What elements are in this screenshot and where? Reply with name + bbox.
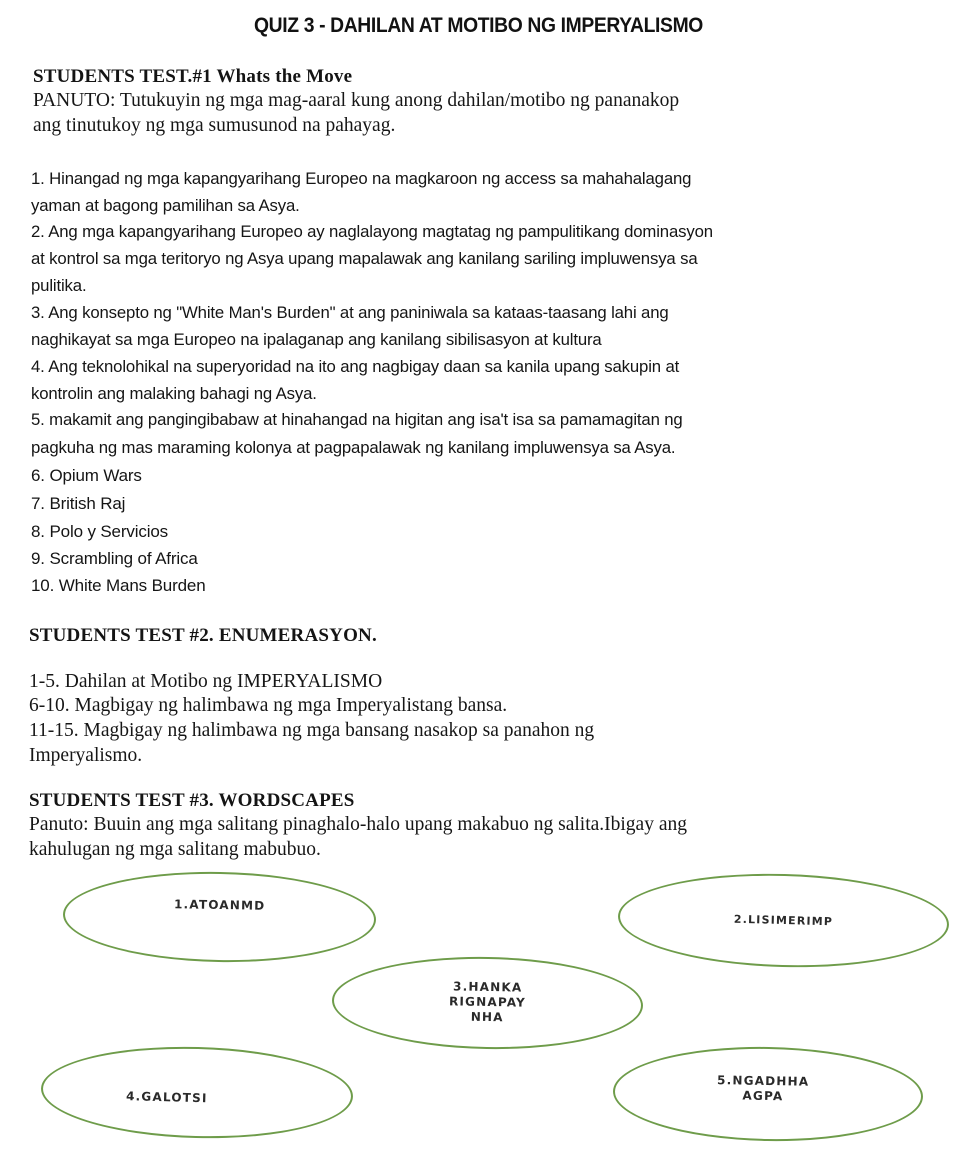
test3-heading: STUDENTS TEST #3. WORDSCAPES [29, 790, 355, 811]
test3-instruction-line: kahulugan ng mga salitang mabubuo. [29, 839, 321, 860]
test3-instruction-line: Panuto: Buuin ang mga salitang pinaghalo-halo upang makabuo ng salita.Ibigay ang [29, 814, 687, 835]
question-line: 10. White Mans Burden [31, 576, 206, 595]
scrambled-word: 3.HANKA RIGNAPAY NHA [448, 978, 527, 1024]
question-line: pulitika. [31, 276, 87, 295]
question-line: 1. Hinangad ng mga kapangyarihang Europeo na magkaroon ng access sa mahahalagang [31, 169, 692, 188]
question-line: naghikayat sa mga Europeo na ipalaganap ang kanilang sibilisasyon at kultura [31, 330, 602, 349]
question-line: 6. Opium Wars [31, 466, 142, 485]
scrambled-word-ellipse-3 [331, 954, 644, 1051]
enumeration-line: 1-5. Dahilan at Motibo ng IMPERYALISMO [29, 671, 383, 692]
question-line: 9. Scrambling of Africa [31, 549, 198, 568]
question-line: 5. makamit ang pangingibabaw at hinahangad na higitan ang isa't isa sa pamamagitan ng [31, 410, 683, 429]
test1-instruction-line: PANUTO: Tutukuyin ng mga mag-aaral kung anong dahilan/motibo ng pananakop [33, 90, 680, 111]
scrambled-word: 1.ATOANMD [173, 896, 266, 913]
enumeration-line: Imperyalismo. [29, 745, 143, 766]
scrambled-word: 4.GALOTSI [125, 1089, 208, 1106]
question-line: 4. Ang teknolohikal na superyoridad na ito ang nagbigay daan sa kanila upang sakupin at [31, 357, 680, 376]
scrambled-word-ellipse-2 [617, 870, 950, 972]
quiz-title: QUIZ 3 - DAHILAN AT MOTIBO NG IMPERYALISMO [254, 14, 703, 37]
test2-heading: STUDENTS TEST #2. ENUMERASYON. [29, 625, 377, 646]
question-line: 7. British Raj [31, 494, 126, 513]
question-line: 2. Ang mga kapangyarihang Europeo ay naglalayong magtatag ng pampulitikang dominasyon [31, 222, 713, 241]
question-line: 3. Ang konsepto ng "White Man's Burden" at ang paniniwala sa kataas-taasang lahi ang [31, 303, 669, 322]
scrambled-word-ellipse-5 [612, 1044, 924, 1143]
scrambled-word-ellipse-1 [62, 869, 377, 964]
enumeration-line: 6-10. Magbigay ng halimbawa ng mga Imperyalistang bansa. [29, 695, 508, 716]
enumeration-line: 11-15. Magbigay ng halimbawa ng mga bansang nasakop sa panahon ng [29, 720, 595, 741]
test1-instruction-line: ang tinutukoy ng mga sumusunod na pahayag. [33, 115, 396, 136]
question-line: pagkuha ng mas maraming kolonya at pagpapalawak ng kanilang impluwensya sa Asya. [31, 438, 676, 457]
question-line: kontrolin ang malaking bahagi ng Asya. [31, 384, 317, 403]
question-line: at kontrol sa mga teritoryo ng Asya upang mapalawak ang kanilang sariling impluwensya sa [31, 249, 698, 268]
scrambled-word-ellipse-4 [40, 1043, 354, 1142]
question-line: yaman at bagong pamilihan sa Asya. [31, 196, 300, 215]
test1-heading: STUDENTS TEST.#1 Whats the Move [33, 66, 353, 87]
question-line: 8. Polo y Servicios [31, 522, 168, 541]
scrambled-word: 5.NGADHHA AGPA [716, 1073, 810, 1104]
scrambled-word: 2.LISIMERIMP [733, 912, 834, 929]
